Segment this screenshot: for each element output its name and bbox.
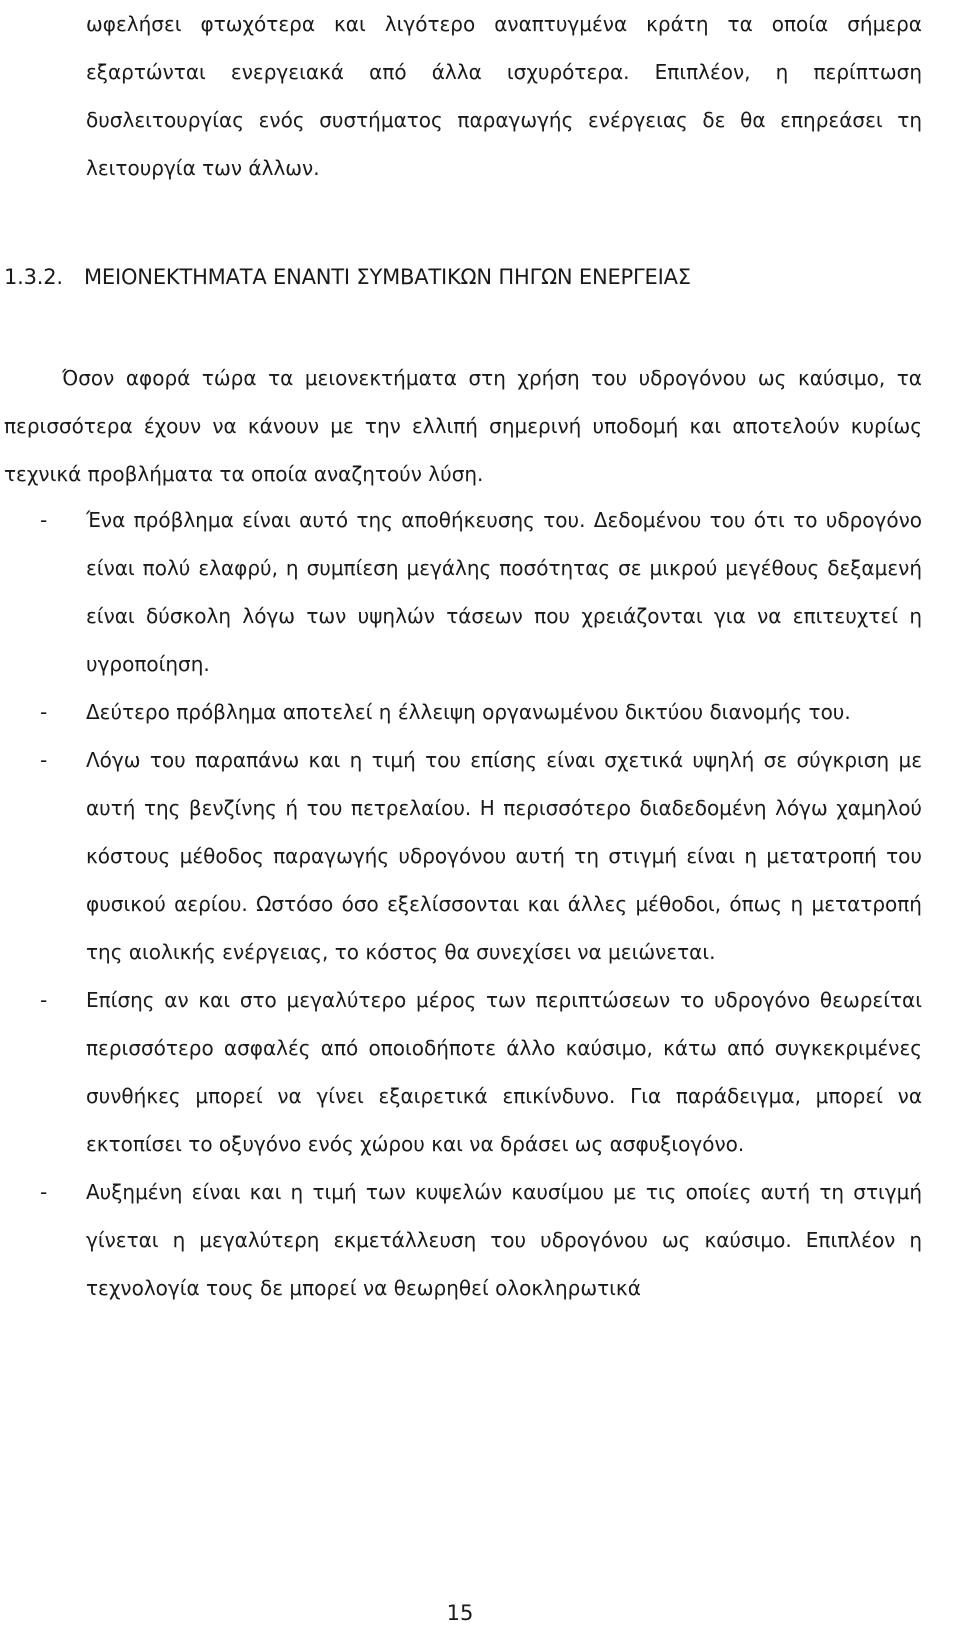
list-item-text: Επίσης αν και στο μεγαλύτερο μέρος των περιπτώσεων το υδρογόνο θεωρείται περισσότερο ασφαλές από οποιοδήποτε άλλο καύσιμο, κάτω από συγκεκριμένες συνθήκες μπορεί να γίνει εξαιρετικά επικίνδυνο. Για παράδειγμα, μπορεί να εκτοπίσει το οξυγόνο ενός χώρου και να δράσει ως ασφυξιογόνο. — [86, 988, 922, 1156]
bullet-dash: - — [40, 988, 48, 1012]
bullet-dash: - — [40, 748, 48, 772]
section-title: ΜΕΙΟΝΕΚΤΗΜΑΤΑ ΕΝΑΝΤΙ ΣΥΜΒΑΤΙΚΩΝ ΠΗΓΩΝ ΕΝΕΡΓΕΙΑΣ — [84, 265, 691, 289]
list-item — [4, 688, 922, 736]
intro-continuation-paragraph: ωφελήσει φτωχότερα και λιγότερο αναπτυγμένα κράτη τα οποία σήμερα εξαρτώνται ενεργειακά από άλλα ισχυρότερα. Επιπλέον, η περίπτωση δυσλειτουργίας ενός συστήματος παραγωγής ενέργειας δε θα επηρεάσει τη λειτουργία των άλλων. — [86, 12, 922, 180]
disadvantages-intro-paragraph — [4, 354, 922, 498]
list-item-text: Λόγω του παραπάνω και η τιμή του επίσης είναι σχετικά υψηλή σε σύγκριση με αυτή της βενζίνης ή του πετρελαίου. Η περισσότερο διαδεδομένη λόγω χαμηλού κόστους μέθοδος παραγωγής υδρογόνου αυτή τη στιγμή είναι η μετατροπή του φυσικού αερίου. Ωστόσο όσο εξελίσσονται και άλλες μέθοδοι, όπως η μετατροπή της αιολικής ενέργειας, το κόστος θα συνεχίσει να μειώνεται. — [86, 748, 922, 964]
list-item — [4, 976, 922, 1168]
bullet-dash: - — [40, 700, 48, 724]
bullet-dash: - — [40, 1180, 48, 1204]
list-item-text: Δεύτερο πρόβλημα αποτελεί η έλλειψη οργανωμένου δικτύου διανομής του. — [86, 700, 851, 724]
section-number: 1.3.2. — [4, 265, 63, 289]
page-number: 15 — [446, 1601, 474, 1625]
paragraph-text: Όσον αφορά τώρα τα μειονεκτήματα στη χρήση του υδρογόνου ως καύσιμο, τα περισσότερα έχουν να κάνουν με την ελλιπή σημερινή υποδομή και αποτελούν κυρίως τεχνικά προβλήματα τα οποία αναζητούν λύση. — [4, 366, 922, 486]
list-item-text: Ένα πρόβλημα είναι αυτό της αποθήκευσης του. Δεδομένου του ότι το υδρογόνο είναι πολύ ελαφρύ, η συμπίεση μεγάλης ποσότητας σε μικρού μεγέθους δεξαμενή είναι δύσκολη λόγω των υψηλών τάσεων που χρειάζονται για να επιτευχτεί η υγροποίηση. — [86, 508, 922, 676]
list-item — [4, 496, 922, 688]
disadvantages-list — [4, 496, 922, 1312]
section-heading — [4, 262, 904, 292]
list-item — [4, 1168, 922, 1312]
list-item-text: Αυξημένη είναι και η τιμή των κυψελών καυσίμου με τις οποίες αυτή τη στιγμή γίνεται η μεγαλύτερη εκμετάλλευση του υδρογόνου ως καύσιμο. Επιπλέον η τεχνολογία τους δε μπορεί να θεωρηθεί ολοκληρωτικά — [86, 1180, 922, 1300]
list-item — [4, 736, 922, 976]
bullet-dash: - — [40, 508, 48, 532]
